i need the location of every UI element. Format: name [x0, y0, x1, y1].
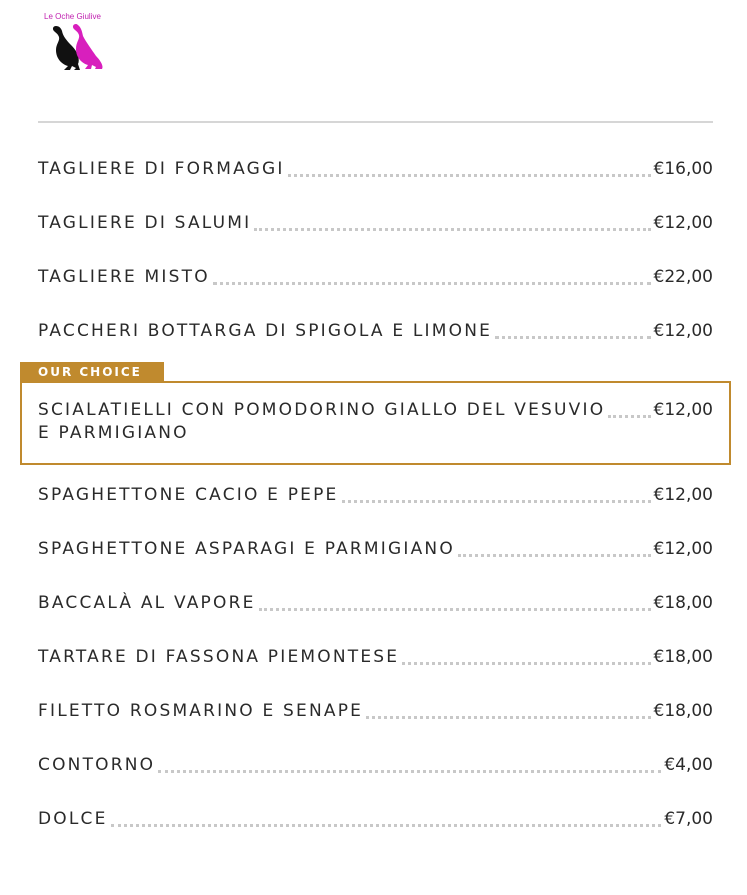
menu-item-name: SPAGHETTONE CACIO E PEPE — [38, 485, 339, 505]
menu-item-price: €12,00 — [653, 321, 713, 341]
our-choice-badge: OUR CHOICE — [20, 362, 164, 382]
menu-item-name: SPAGHETTONE ASPARAGI E PARMIGIANO — [38, 539, 455, 559]
header-divider — [38, 121, 713, 123]
menu-item[interactable] — [38, 538, 713, 568]
dot-leader — [366, 716, 650, 719]
menu-item[interactable] — [38, 212, 713, 242]
restaurant-logo[interactable] — [40, 10, 112, 74]
featured-item-price: €12,00 — [653, 400, 713, 420]
dot-leader — [495, 336, 650, 339]
menu-item[interactable] — [38, 266, 713, 296]
menu-item-price: €16,00 — [653, 159, 713, 179]
dot-leader — [342, 500, 651, 503]
menu-item-price: €18,00 — [653, 593, 713, 613]
dot-leader — [111, 824, 662, 827]
menu-item[interactable] — [38, 592, 713, 622]
menu-item-price: €12,00 — [653, 485, 713, 505]
menu-item-name: PACCHERI BOTTARGA DI SPIGOLA E LIMONE — [38, 321, 493, 341]
menu-item[interactable] — [38, 754, 713, 784]
dot-leader — [402, 662, 650, 665]
featured-item-name-line1: SCIALATIELLI CON POMODORINO GIALLO DEL VESUVIO — [38, 400, 606, 420]
menu-item-name: TAGLIERE DI FORMAGGI — [38, 159, 285, 179]
menu-item-price: €12,00 — [653, 213, 713, 233]
dot-leader — [458, 554, 651, 557]
featured-item-name-line2: E PARMIGIANO — [38, 423, 189, 443]
menu-item-price: €18,00 — [653, 647, 713, 667]
dot-leader — [158, 770, 661, 773]
menu-item-price: €4,00 — [664, 755, 713, 775]
menu-item-name: CONTORNO — [38, 755, 156, 775]
dot-leader — [608, 415, 650, 418]
dot-leader — [254, 228, 650, 231]
menu-item[interactable] — [38, 320, 713, 350]
menu-item-name: DOLCE — [38, 809, 108, 829]
menu-item[interactable] — [38, 484, 713, 514]
dot-leader — [213, 282, 651, 285]
dot-leader — [259, 608, 651, 611]
menu-item[interactable] — [38, 808, 713, 838]
menu-item-name: TAGLIERE DI SALUMI — [38, 213, 252, 233]
logo-text: Le Oche Giulive — [44, 12, 101, 21]
menu-item-name: BACCALÀ AL VAPORE — [38, 593, 256, 613]
menu-item-name: FILETTO ROSMARINO E SENAPE — [38, 701, 364, 721]
featured-menu-item[interactable] — [20, 381, 731, 465]
dot-leader — [288, 174, 651, 177]
menu-item-name: TAGLIERE MISTO — [38, 267, 210, 287]
menu-item[interactable] — [38, 646, 713, 676]
menu-item-price: €7,00 — [664, 809, 713, 829]
menu-item-price: €12,00 — [653, 539, 713, 559]
menu-item-price: €22,00 — [653, 267, 713, 287]
two-geese-icon — [50, 22, 106, 72]
menu-item-price: €18,00 — [653, 701, 713, 721]
menu-item[interactable] — [38, 158, 713, 188]
menu-item[interactable] — [38, 700, 713, 730]
menu-item-name: TARTARE DI FASSONA PIEMONTESE — [38, 647, 400, 667]
